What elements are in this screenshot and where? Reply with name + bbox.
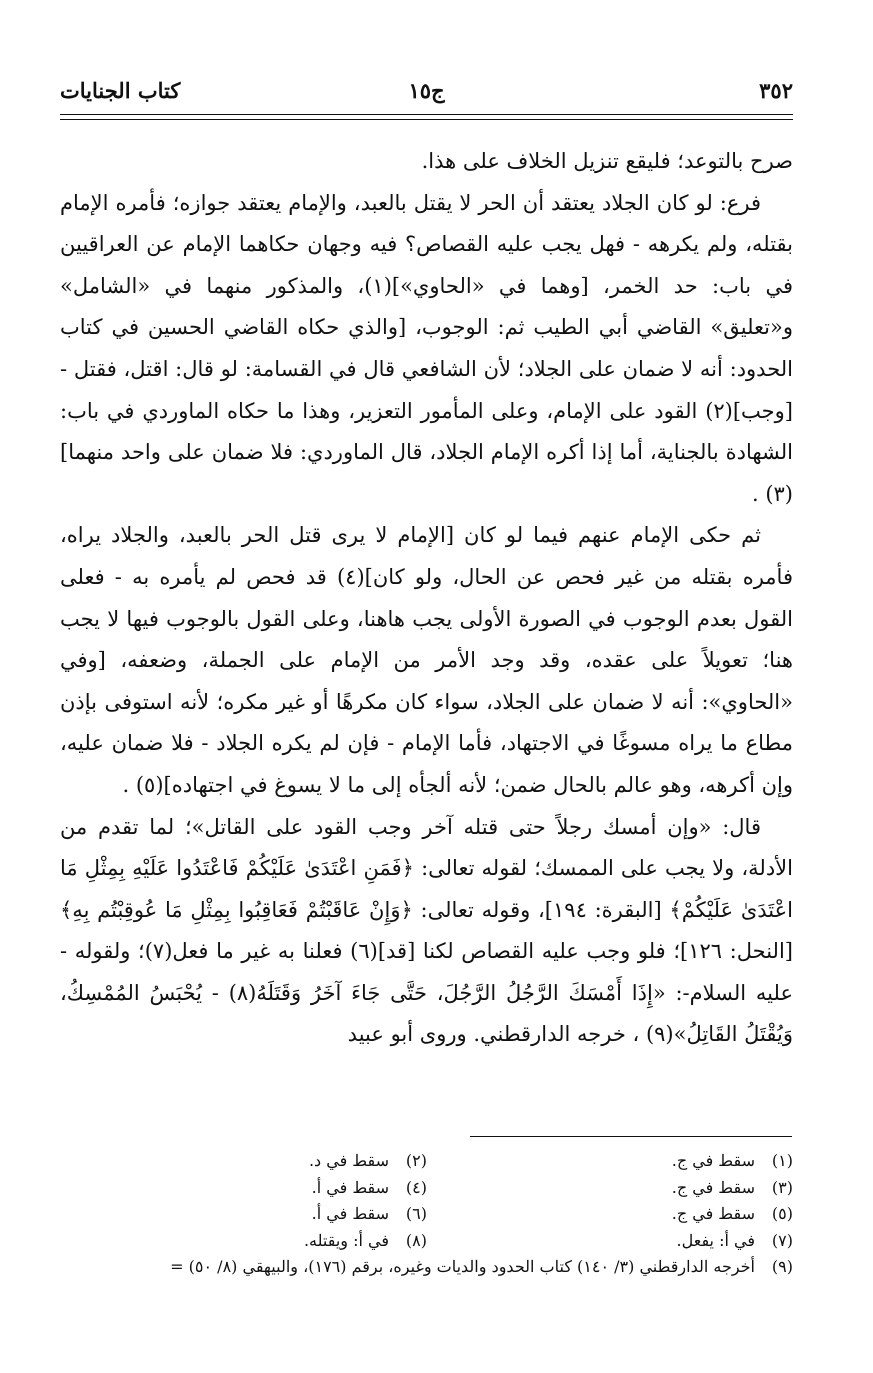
footnote-row — [60, 1228, 793, 1255]
paragraph-4: قال: «وإن أمسك رجلاً حتى قتله آخر وجب القود على القاتل»؛ لما تقدم من الأدلة، ولا يجب على الممسك؛ لقوله تعالى: ﴿فَمَنِ اعْتَدَىٰ عَلَيْكُمْ فَاعْتَدُوا عَلَيْهِ بِمِثْلِ مَا اعْتَدَىٰ عَلَيْكُمْ﴾ [البقرة: ١٩٤]، وقوله تعالى: ﴿وَإِنْ عَاقَبْتُمْ فَعَاقِبُوا بِمِثْلِ مَا عُوقِبْتُم بِهِ﴾ [النحل: ١٢٦]؛ فلو وجب عليه القصاص لكنا [قد](٦) فعلنا به غير ما فعل(٧)؛ ولقوله - عليه السلام-: «إِذَا أَمْسَكَ الرَّجُلُ الرَّجُلَ، حَتَّى جَاءَ آخَرُ وَقَتَلَهُ(٨) - يُحْبَسُ المُمْسِكُ، وَيُقْتَلُ القَاتِلُ»(٩) ، خرجه الدارقطني. وروى أبو عبيد — [60, 814, 794, 1047]
footnote: (٤)سقط في أ. — [311, 1177, 427, 1197]
header-rule-thin — [60, 119, 793, 120]
paragraph-2: فرع: لو كان الجلاد يعتقد أن الحر لا يقتل بالعبد، والإمام يعتقد جوازه؛ فأمره الإمام بقتله، ولم يكرهه - فهل يجب عليه القصاص؟ فيه وجهان حكاهما الإمام عن العراقيين في باب: حد الخمر، [وهما في «الحاوي»](١)، والمذكور منهما في «الشامل» و«تعليق» القاضي أبي الطيب ثم: الوجوب، [والذي حكاه القاضي الحسين في كتاب الحدود: أنه لا ضمان على الجلاد؛ لأن الشافعي قال في القسامة: لو قال: اقتل، فقتل - [وجب](٢) القود على الإمام، وعلى المأمور التعزير، وهذا ما حكاه الماوردي في باب: الشهادة بالجناية، أما إذا أكره الإمام الجلاد، قال الماوردي: فلا ضمان على واحد منهما](٣) . — [60, 190, 793, 506]
footnote: (١)سقط في ج. — [671, 1151, 793, 1170]
main-text — [60, 141, 793, 1056]
volume-label: ج١٥ — [408, 78, 445, 103]
footnote-separator — [470, 1136, 792, 1137]
footnote-row — [60, 1175, 793, 1202]
footnotes — [60, 1148, 793, 1281]
footnote: (٢)سقط في د. — [308, 1151, 427, 1170]
footnote-row — [60, 1201, 793, 1228]
paragraph-3: ثم حكى الإمام عنهم فيما لو كان [الإمام لا يرى قتل الحر بالعبد، والجلاد يراه، فأمره بقتله من غير فحص عن الحال، ولو كان](٤) قد فحص لم يأمره به - فعلى القول بعدم الوجوب في الصورة الأولى يجب هاهنا، وعلى القول بالوجوب فيها لا يجب هنا؛ تعويلاً على عقده، وقد وجد الأمر من الإمام على الجملة، وضعفه، [وفي «الحاوي»: أنه لا ضمان على الجلاد، سواء كان مكرهًا أو غير مكره؛ لأنه استوفى بإذن مطاع ما يراه مسوغًا في الاجتهاد، فأما الإمام - فإن لم يكره الجلاد - فلا ضمان عليه، وإن أكرهه، وهو عالم بالحال ضمن؛ لأنه ألجأه إلى ما لا يسوغ في اجتهاده](٥) . — [60, 523, 793, 797]
footnote-long: (٩)أخرجه الدارقطني (٣/ ١٤٠) كتاب الحدود والديات وغيره، برقم (١٧٦)، والبيهقي (٨/ ٥٠) = — [170, 1257, 793, 1276]
footnote: (٣)سقط في ج. — [671, 1177, 793, 1197]
footnote-row — [60, 1148, 793, 1175]
page-number: ٣٥٢ — [759, 78, 793, 103]
footnote: (٧)في أ: يفعل. — [676, 1230, 793, 1250]
paragraph-1: صرح بالتوعد؛ فليقع تنزيل الخلاف على هذا. — [421, 149, 793, 173]
book-title: كتاب الجنايات — [60, 78, 181, 103]
footnote: (٥)سقط في ج. — [671, 1204, 793, 1223]
footnote: (٦)سقط في أ. — [311, 1204, 427, 1223]
footnote: (٨)في أ: ويقتله. — [303, 1230, 427, 1250]
footnote-row — [60, 1254, 793, 1281]
running-header — [60, 76, 793, 110]
header-rule-thick — [60, 114, 793, 115]
